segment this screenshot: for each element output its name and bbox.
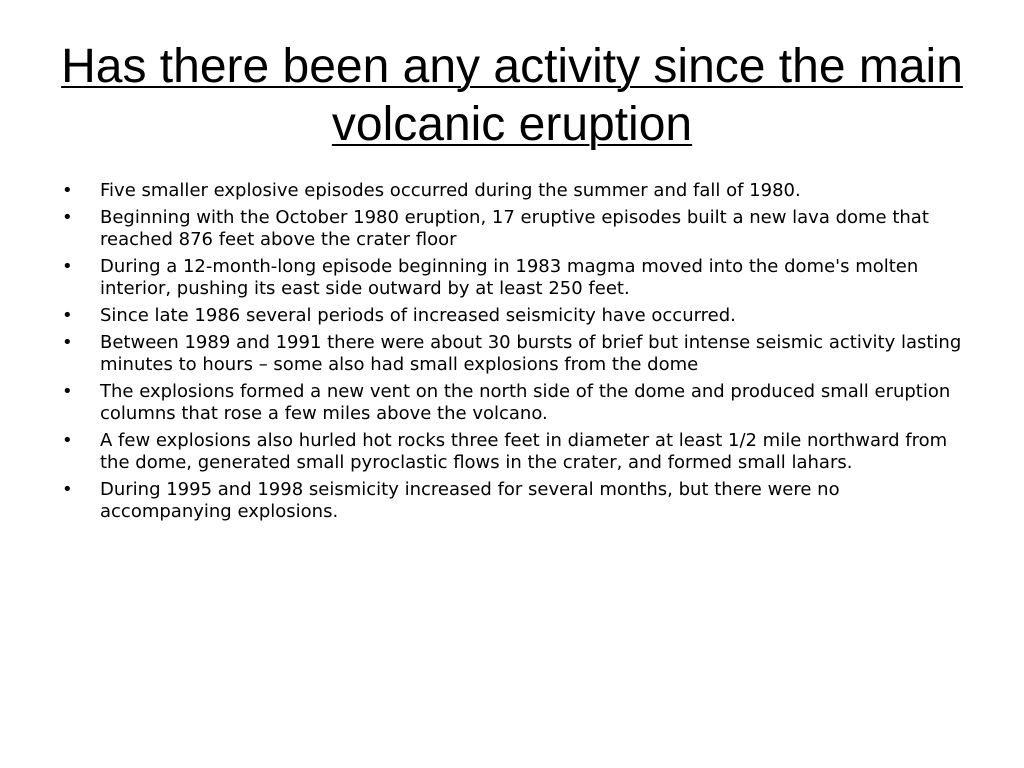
bullet-text: A few explosions also hurled hot rocks three feet in diameter at least 1/2 mile northward from the dome, generated small pyroclastic flows in the crater, and formed small lahars. [100,430,948,473]
bullet-dot-icon: • [62,256,73,277]
bullet-text: Five smaller explosive episodes occurred during the summer and fall of 1980. [100,180,801,201]
bullet-text: During a 12-month-long episode beginning in 1983 magma moved into the dome's molten interior, pushing its east side outward by at least 250 feet. [100,256,919,299]
slide-title-text: Has there been any activity since the main volcanic eruption [61,40,963,151]
bullet-list [60,180,965,528]
bullet-dot-icon: • [62,381,73,402]
bullet-text: Since late 1986 several periods of increased seismicity have occurred. [100,305,736,326]
bullet-item [60,332,965,376]
bullet-text: Between 1989 and 1991 there were about 30 bursts of brief but intense seismic activity lasting minutes to hours – some also had small explosions from the dome [100,332,962,375]
bullet-item [60,207,965,251]
bullet-item [60,256,965,300]
slide-title [60,38,964,154]
bullet-dot-icon: • [62,180,73,201]
bullet-dot-icon: • [62,207,73,228]
bullet-text: The explosions formed a new vent on the north side of the dome and produced small eruption columns that rose a few miles above the volcano. [100,381,951,424]
bullet-dot-icon: • [62,430,73,451]
bullet-dot-icon: • [62,305,73,326]
bullet-dot-icon: • [62,332,73,353]
bullet-item [60,305,965,327]
bullet-item [60,180,965,202]
bullet-item [60,381,965,425]
bullet-text: During 1995 and 1998 seismicity increased for several months, but there were no accompanying explosions. [100,479,840,522]
bullet-dot-icon: • [62,479,73,500]
bullet-text: Beginning with the October 1980 eruption, 17 eruptive episodes built a new lava dome that reached 876 feet above the crater floor [100,207,929,250]
bullet-item [60,479,965,523]
bullet-item [60,430,965,474]
